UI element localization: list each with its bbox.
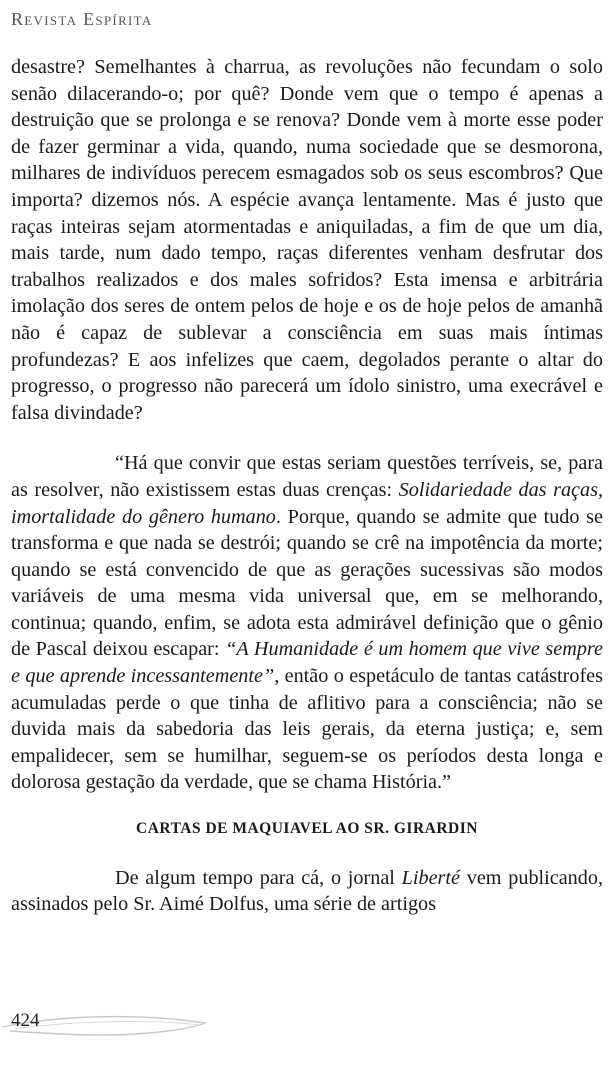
running-head: Revista Espírita — [11, 9, 153, 29]
italic-text: Solidariedade das raças, imortalidade do gênero humano — [11, 478, 603, 528]
body-text — [11, 54, 603, 918]
text-run: “Há que convir que estas seriam questões terríveis, se, para as resolver, não existissem estas duas crenças: — [11, 452, 603, 501]
paragraph — [11, 450, 603, 796]
text-run: De algum tempo para cá, o jornal — [115, 866, 402, 889]
text-run: vem publicando, assinados pelo Sr. Aimé Dolfus, uma série de artigos — [11, 866, 604, 916]
text-run: , então o espetáculo de tantas catástrofes acumuladas perde o que tinha de aflitivo para a consciência; não se duvida mais da sabedoria das leis gerais, da eterna justiça; e, sem empalidecer, sem se humilhar, seguem-se os períodos desta longa e dolorosa gestação da verdade, que se chama História.” — [11, 665, 603, 794]
paragraph — [11, 865, 603, 918]
italic-text: Liberté — [401, 866, 460, 889]
page-number: 424 — [11, 1010, 40, 1031]
paragraph: desastre? Semelhantes à charrua, as revoluções não fecundam o solo senão dilacerando-o; por quê? Donde vem que o tempo é apenas a destruição que se prolonga e se renova? Donde vem à morte esse poder de fazer germinar a vida, quando, numa sociedade que se desmorona, milhares de indivíduos perecem esmagados sob os seus escombros? Que importa? dizemos nós. A espécie avança lentamente. Mas é justo que raças inteiras sejam atormentadas e aniquiladas, a fim de que um dia, mais tarde, num dado tempo, raças diferentes venham desfrutar dos trabalhos realizados e dos males sofridos? Esta imensa e arbitrária imolação dos seres de ontem pelos de hoje e os de hoje pelos de amanhã não é capaz de sublevar a consciência em suas mais íntimas profundezas? E aos infelizes que caem, degolados perante o altar do progresso, o progresso não parecerá um ídolo sinistro, uma execrável e falsa divindade? — [11, 56, 603, 424]
text-run: . Porque, quando se admite que tudo se transforma e que nada se destrói; quando se crê na impotência da morte; quando se está convencido de que as gerações sucessivas são modos variáveis de uma mesma vida universal que, em se melhorando, continua; quando, enfim, se adota esta admirável definição que o gênio de Pascal deixou escapar: — [11, 505, 603, 661]
italic-quote: “A Humanidade é um homem que vive sempre e que aprende incessantemente” — [11, 638, 603, 688]
section-heading: CARTAS DE MAQUIAVEL AO SR. GIRARDIN — [136, 820, 478, 838]
